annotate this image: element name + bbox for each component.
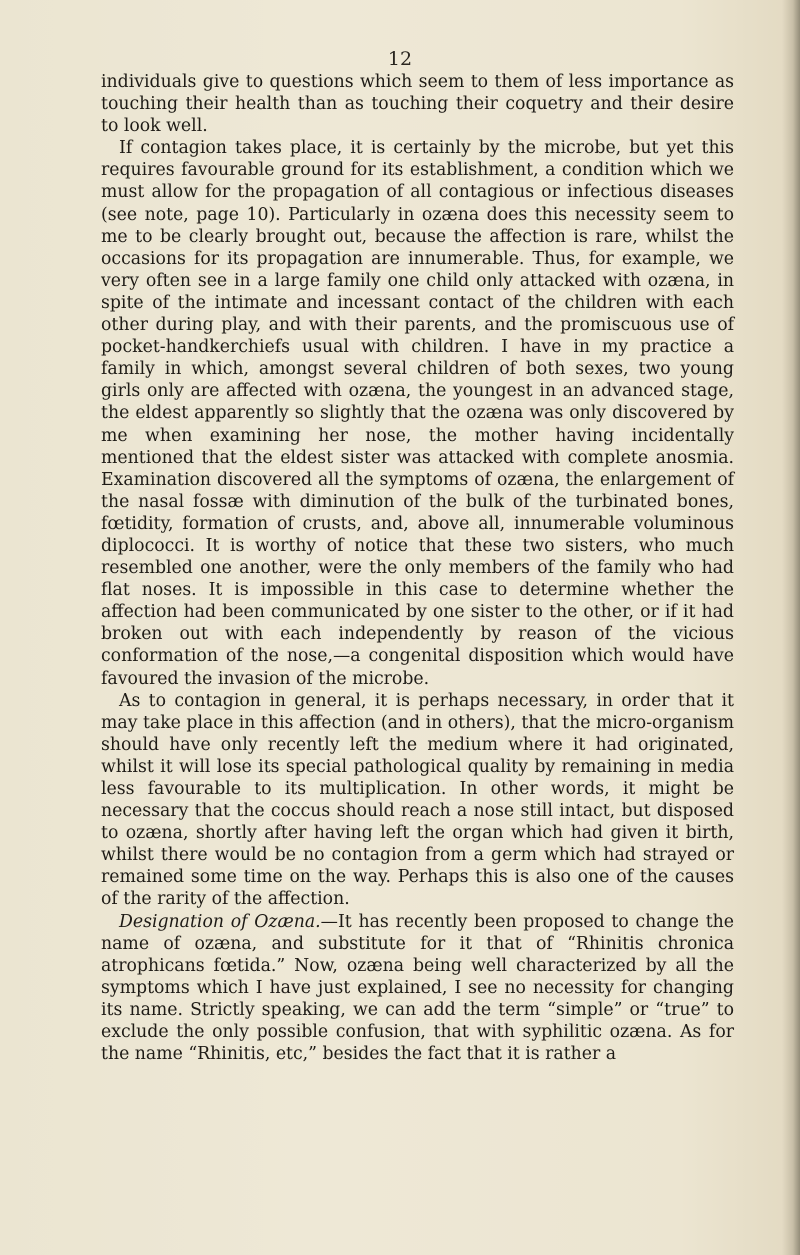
paragraph-contagion: If contagion takes place, it is certainly by the microbe, but yet this requires favourable ground for its establishment, a condition which we must allow for the propagation of all contagious or infectious diseases (see note, page 10). Particularly in ozæna does this necessity seem to me to be clearly brought out, because the affection is rare, whilst the occasions for its propagation are innumerable. Thus, for example, we very often see in a large family one child only attacked with ozæna, in spite of the intimate and incessant contact of the children with each other during play, and with their parents, and the promiscuous use of pocket-handkerchiefs usual with children. I have in my practice a family in which, amongst several children of both sexes, two young girls only are affected with ozæna, the youngest in an advanced stage, the eldest apparently so slightly that the ozæna was only discovered by me when examining her nose, the mother having incidentally mentioned that the eldest sister was attacked with complete anosmia. Examination discovered all the symptoms of ozæna, the enlargement of the nasal fossæ with diminution of the bulk of the turbinated bones, fœtidity, formation of crusts, and, above all, innumerable voluminous diplococci. It is worthy of notice that these two sisters, who much resembled one another, were the only members of the family who had flat noses. It is impossible in this case to determine whether the affection had been communicated by one sister to the other, or if it had broken out with each independently by reason of the vicious conformation of the nose,—a congenital disposition which would have favoured the invasion of the microbe. <box>101 138 734 689</box>
paragraph-contagion-general: As to contagion in general, it is perhaps necessary, in order that it may take place in this affection (and in others), that the micro-organism should have only recently left the medium where it had originated, whilst it will lose its special pathological quality by remaining in media less favourable to its multiplication. In other words, it might be necessary that the coccus should reach a nose still intact, but disposed to ozæna, shortly after having left the organ which had given it birth, whilst there would be no contagion from a germ which had strayed or remained some time on the way. Perhaps this is also one of the causes of the rarity of the affection. <box>101 690 734 910</box>
section-heading-designation: Designation of Ozæna. <box>119 911 321 932</box>
body-text <box>101 71 734 1065</box>
page-edge-shadow <box>782 0 800 1255</box>
page-number: 12 <box>387 48 413 70</box>
paragraph-designation <box>101 911 734 1066</box>
paragraph-designation-text: —It has recently been proposed to change the name of ozæna, and substitute for it that of “Rhinitis chronica atrophicans fœtida.” Now, ozæna being well characterized by all the symptoms which I have just explained, I see no necessity for changing its name. Strictly speaking, we can add the term “simple” or “true” to exclude the only possible confusion, that with syphilitic ozæna. As for the name “Rhinitis, etc,” besides the fact that it is rather a <box>101 911 734 1065</box>
paragraph-continuation: individuals give to questions which seem to them of less importance as touching their health than as touching their coquetry and their desire to look well. <box>101 72 734 137</box>
